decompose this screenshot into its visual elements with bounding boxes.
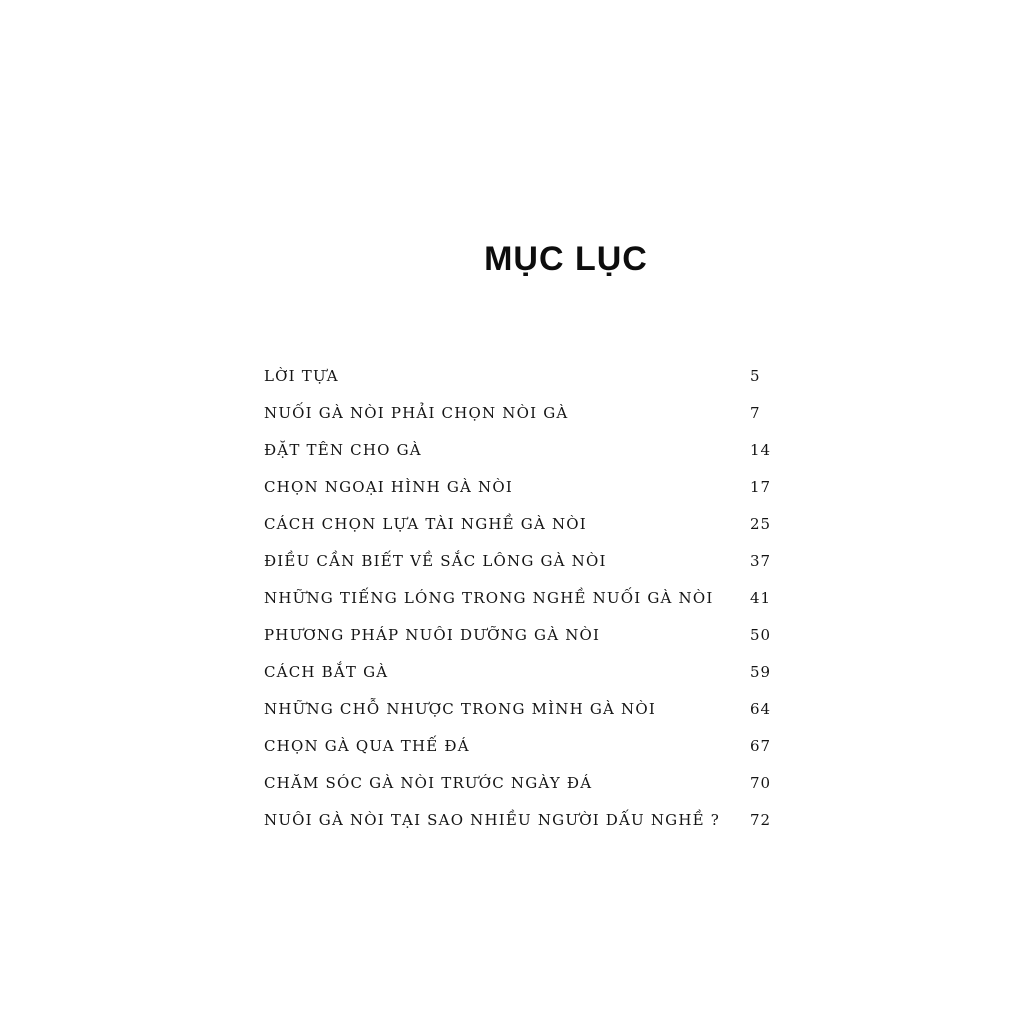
toc-entry-page: 70: [750, 774, 772, 792]
toc-entry-title: CHĂM SÓC GÀ NÒI TRƯỚC NGÀY ĐÁ: [264, 774, 593, 792]
toc-entry-page: 17: [750, 478, 772, 496]
table-of-contents: [264, 364, 774, 845]
toc-entry: [264, 771, 774, 808]
toc-entry: [264, 401, 774, 438]
toc-entry-title: LỜI TỰA: [264, 367, 339, 385]
toc-entry-page: 5: [750, 367, 761, 385]
toc-entry-page: 41: [750, 589, 772, 607]
toc-entry-title: CHỌN GÀ QUA THẾ ĐÁ: [264, 737, 470, 755]
toc-entry-title: NUÔI GÀ NÒI TẠI SAO NHIỀU NGƯỜI DẤU NGHỀ ?: [264, 811, 721, 829]
toc-entry-title: CÁCH CHỌN LỰA TÀI NGHỀ GÀ NÒI: [264, 515, 587, 533]
toc-entry: [264, 623, 774, 660]
toc-entry: [264, 549, 774, 586]
toc-entry-page: 50: [750, 626, 772, 644]
toc-entry: [264, 364, 774, 401]
toc-entry-page: 7: [750, 404, 761, 422]
toc-entry-page: 67: [750, 737, 772, 755]
toc-entry: [264, 660, 774, 697]
toc-entry-title: NUỐI GÀ NÒI PHẢI CHỌN NÒI GÀ: [264, 404, 569, 422]
toc-entry: [264, 697, 774, 734]
toc-entry-title: ĐẶT TÊN CHO GÀ: [264, 441, 422, 459]
toc-entry: [264, 734, 774, 771]
toc-entry-title: PHƯƠNG PHÁP NUÔI DƯỠNG GÀ NÒI: [264, 626, 601, 644]
toc-entry-page: 64: [750, 700, 772, 718]
toc-entry-page: 72: [750, 811, 772, 829]
toc-entry-title: ĐIỀU CẦN BIẾT VỀ SẮC LÔNG GÀ NÒI: [264, 552, 607, 570]
toc-entry: [264, 475, 774, 512]
toc-entry-page: 14: [750, 441, 772, 459]
toc-entry: [264, 512, 774, 549]
toc-entry: [264, 438, 774, 475]
toc-entry-page: 25: [750, 515, 772, 533]
toc-entry-title: CÁCH BẮT GÀ: [264, 663, 389, 681]
toc-entry-title: CHỌN NGOẠI HÌNH GÀ NÒI: [264, 478, 513, 496]
toc-entry: [264, 586, 774, 623]
toc-entry-title: NHỮNG CHỖ NHƯỢC TRONG MÌNH GÀ NÒI: [264, 700, 656, 718]
toc-entry-page: 59: [750, 663, 772, 681]
page-title: MỤC LỤC: [484, 240, 648, 278]
toc-entry-title: NHỮNG TIẾNG LÓNG TRONG NGHỀ NUỐI GÀ NÒI: [264, 589, 714, 607]
toc-entry-page: 37: [750, 552, 772, 570]
toc-entry: [264, 808, 774, 845]
